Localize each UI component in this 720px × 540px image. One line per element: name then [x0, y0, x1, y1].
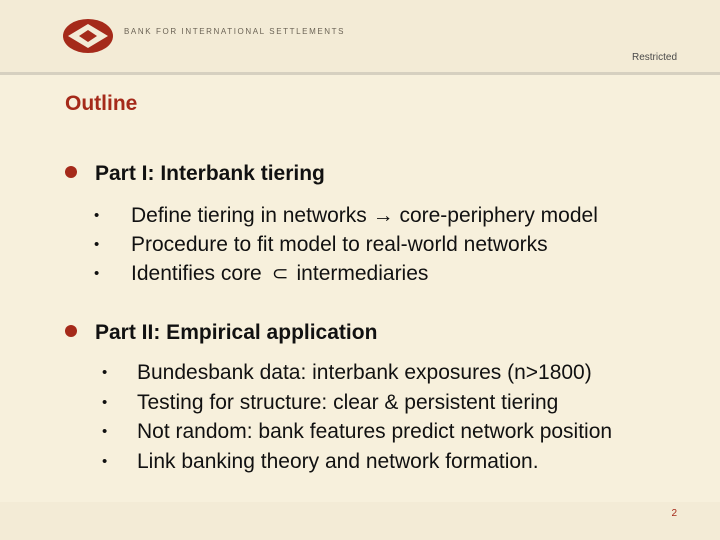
- list-item-text-before: Identifies core: [131, 262, 262, 285]
- slide-title: Outline: [65, 92, 138, 115]
- page-number: 2: [671, 508, 677, 519]
- classification-label: Restricted: [631, 52, 677, 63]
- slide-footer: [0, 502, 720, 540]
- list-item: [94, 201, 598, 230]
- organization-name: BANK FOR INTERNATIONAL SETTLEMENTS: [124, 27, 346, 36]
- list-item-text: Procedure to fit model to real-world networks: [131, 233, 548, 256]
- list-item: [94, 230, 598, 259]
- part-1-bullet-list: [94, 201, 598, 289]
- bullet-dot-icon: •: [102, 364, 108, 381]
- list-item-text: Bundesbank data: interbank exposures (n>1800): [137, 361, 592, 384]
- list-item-text-after: intermediaries: [296, 262, 429, 285]
- list-item: [102, 388, 612, 418]
- bis-logo-icon: [62, 18, 114, 54]
- section-heading-part-1: [65, 162, 325, 186]
- bullet-dot-icon: •: [94, 236, 100, 253]
- list-item-text: Testing for structure: clear & persistent tiering: [137, 390, 559, 414]
- section-heading-text: Part II: Empirical application: [95, 321, 378, 344]
- slide-header: [0, 0, 720, 75]
- subset-symbol: ⊂: [271, 263, 289, 285]
- section-heading-text: Part I: Interbank tiering: [95, 162, 325, 185]
- bullet-dot-icon: •: [94, 207, 100, 224]
- section-heading-part-2: [65, 321, 377, 345]
- bullet-dot-icon: •: [102, 423, 108, 440]
- list-item: [94, 259, 598, 289]
- bullet-dot-icon: •: [94, 265, 100, 282]
- list-item: [102, 447, 612, 477]
- list-item-text: Link banking theory and network formation.: [137, 449, 539, 473]
- bullet-dot-icon: •: [102, 452, 108, 470]
- part-2-bullet-list: [102, 358, 613, 476]
- list-item: [102, 358, 612, 388]
- list-item-text: Define tiering in networks → core-periphery model: [131, 204, 598, 227]
- list-item-text: Not random: bank features predict network position: [137, 420, 613, 443]
- list-item: [102, 417, 613, 447]
- bullet-dot-icon: •: [102, 393, 108, 411]
- bullet-marker-icon: [65, 325, 77, 337]
- bullet-marker-icon: [65, 166, 77, 178]
